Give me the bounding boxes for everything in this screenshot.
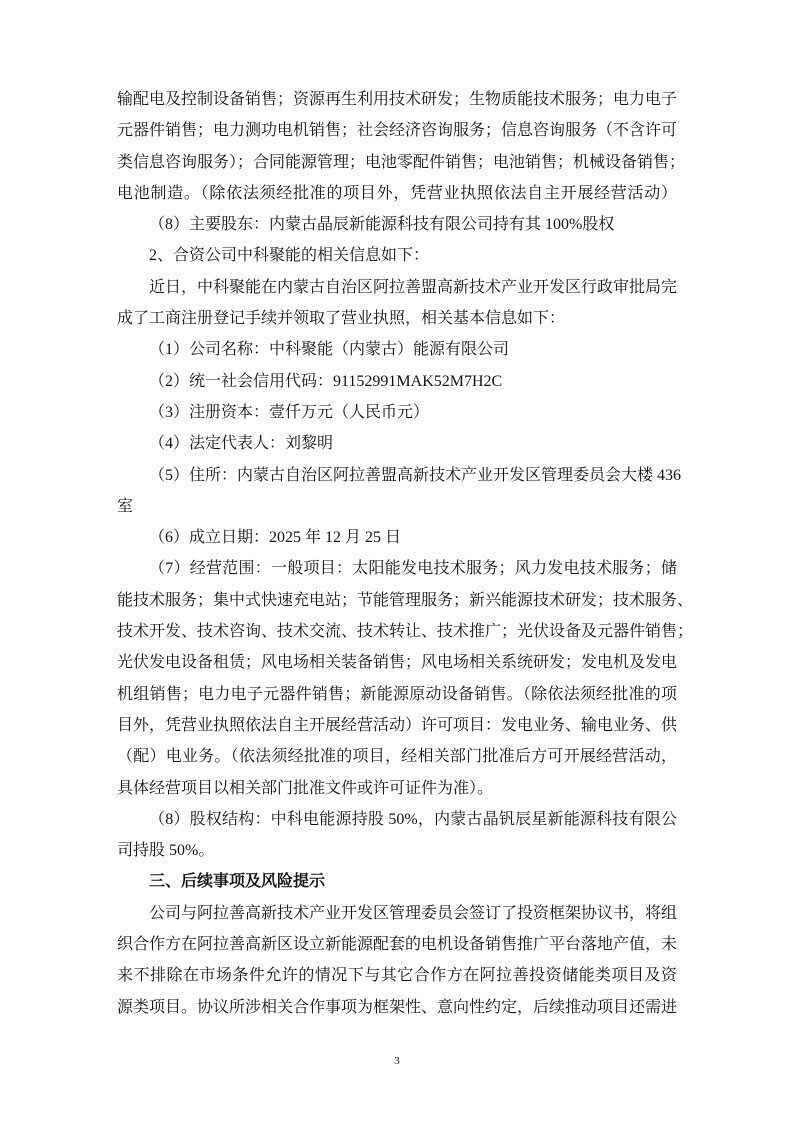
text-line: 公司与阿拉善高新技术产业开发区管理委员会签订了投资框架协议书，将组 xyxy=(149,904,678,922)
text-line: 电池制造。（除依法须经批准的项目外，凭营业执照依法自主开展经营活动） xyxy=(117,184,677,202)
text-line: 织合作方在阿拉善高新区设立新能源配套的电机设备销售推广平台落地产值，未 xyxy=(117,936,678,954)
text-line: 司持股 50%。 xyxy=(117,842,215,860)
section-heading: 三、后续事项及风险提示 xyxy=(149,873,326,891)
text-line: 输配电及控制设备销售；资源再生利用技术研发；生物质能技术服务；电力电子 xyxy=(117,91,678,108)
text-line: 来不排除在市场条件允许的情况下与其它合作方在阿拉善投资储能类项目及资 xyxy=(117,967,677,985)
text-line: 技术开发、技术咨询、技术交流、技术转让、技术推广；光伏设备及元器件销售； xyxy=(117,623,694,641)
text-line: （3）注册资本：壹仟万元（人民币元） xyxy=(149,403,430,421)
document-body xyxy=(117,84,694,1023)
text-line: 机组销售；电力电子元器件销售；新能源原动设备销售。（除依法须经批准的项 xyxy=(117,685,677,703)
page-number: 3 xyxy=(394,1055,400,1067)
text-line: 类信息咨询服务）；合同能源管理；电池零配件销售；电池销售；机械设备销售； xyxy=(117,153,686,171)
text-line: （1）公司名称：中科聚能（内蒙古）能源有限公司 xyxy=(149,341,510,359)
text-line: 光伏发电设备租赁；风电场相关装备销售；风电场相关系统研发；发电机及发电 xyxy=(117,654,678,672)
text-line: （7）经营范围：一般项目：太阳能发电技术服务；风力发电技术服务；储 xyxy=(149,560,677,578)
text-line: 室 xyxy=(117,497,134,515)
text-line: 成了工商注册登记手续并领取了营业执照，相关基本信息如下： xyxy=(117,310,566,328)
text-line: （5）住所：内蒙古自治区阿拉善盟高新技术产业开发区管理委员会大楼 436 xyxy=(149,466,682,484)
text-line: 目外，凭营业执照依法自主开展经营活动）许可项目：发电业务、输电业务、供 xyxy=(117,716,678,734)
text-line: 源类项目。协议所涉相关合作事项为框架性、意向性约定，后续推动项目还需进 xyxy=(117,998,678,1016)
text-line: （配）电业务。（依法须经批准的项目，经相关部门批准后方可开展经营活动， xyxy=(117,748,677,766)
text-line: 能技术服务；集中式快速充电站；节能管理服务；新兴能源技术研发；技术服务、 xyxy=(117,591,694,609)
text-line: （6）成立日期：2025 年 12 月 25 日 xyxy=(149,529,402,547)
text-line: 近日，中科聚能在内蒙古自治区阿拉善盟高新技术产业开发区行政审批局完 xyxy=(149,278,678,296)
text-line: （8）股权结构：中科电能源持股 50%，内蒙古晶钒辰星新能源科技有限公 xyxy=(149,810,677,828)
text-line: （2）统一社会信用代码：91152991MAK52M7H2C xyxy=(149,372,503,390)
text-line: （4）法定代表人：刘黎明 xyxy=(149,435,334,453)
text-line: （8）主要股东：内蒙古晶辰新能源科技有限公司持有其 100%股权 xyxy=(149,216,615,234)
text-line: 具体经营项目以相关部门批准文件或许可证件为准）。 xyxy=(117,779,494,797)
text-line: 元器件销售；电力测功电机销售；社会经济咨询服务；信息咨询服务（不含许可 xyxy=(117,122,678,140)
text-line: 2、合资公司中科聚能的相关信息如下： xyxy=(149,247,430,265)
